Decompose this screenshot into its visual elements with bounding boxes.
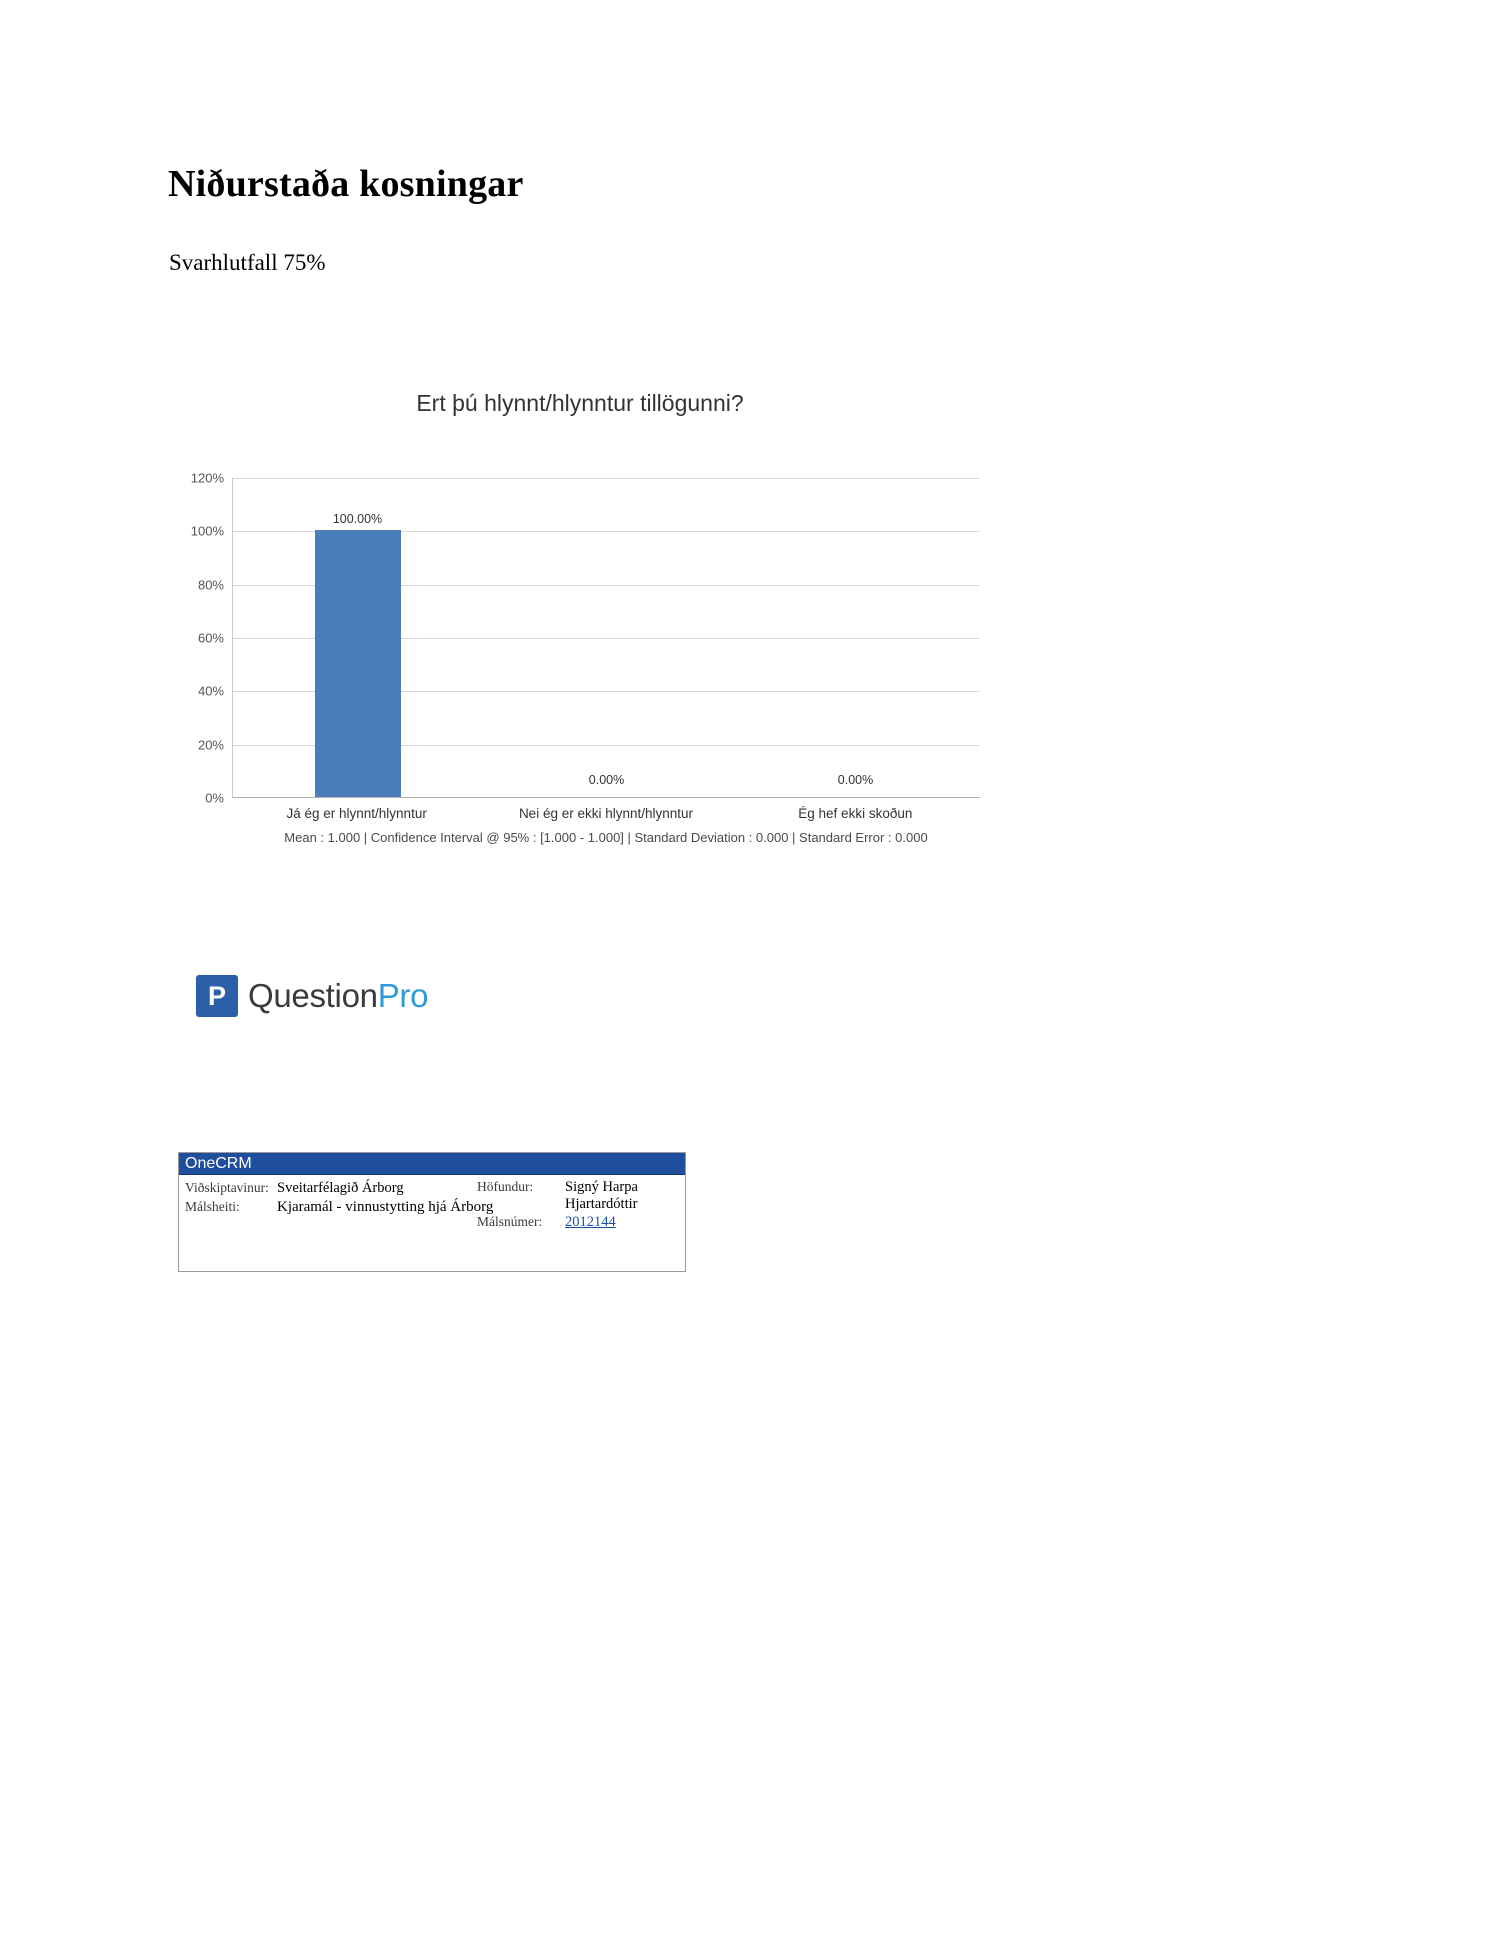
customer-value: Sveitarfélagið Árborg xyxy=(277,1180,404,1196)
onecrm-header xyxy=(179,1153,685,1175)
bar-series xyxy=(233,478,980,797)
y-axis-labels xyxy=(170,470,232,806)
y-tick-label: 100% xyxy=(190,523,224,539)
y-tick-label: 20% xyxy=(197,737,224,753)
questionpro-mark-letter: P xyxy=(207,980,226,1011)
questionpro-logo xyxy=(196,975,428,1017)
x-tick-label: Ég hef ekki skoðun xyxy=(798,806,913,821)
plot-area xyxy=(232,478,980,798)
questionpro-word-question: Question xyxy=(248,977,378,1014)
bar-value-label: 0.00% xyxy=(588,773,625,787)
bar xyxy=(315,530,401,797)
onecrm-title: OneCRM xyxy=(185,1154,252,1172)
x-tick-label: Nei ég er ekki hlynnt/hlynntur xyxy=(518,806,694,821)
bar-value-label: 100.00% xyxy=(332,512,383,526)
y-tick-label: 0% xyxy=(205,790,224,806)
x-tick-label: Já ég er hlynnt/hlynntur xyxy=(286,806,427,821)
bar-slot xyxy=(731,478,980,797)
y-tick-label: 40% xyxy=(197,683,224,699)
y-tick-label: 80% xyxy=(197,577,224,593)
bar-slot xyxy=(233,478,482,797)
onecrm-row-author xyxy=(477,1179,683,1212)
chart-statistics: Mean : 1.000 | Confidence Interval @ 95% : [1.000 - 1.000] | Standard Deviation : 0.000 | Standard Error : 0.000 xyxy=(284,830,928,845)
response-rate-text: Svarhlutfall 75% xyxy=(169,250,326,275)
onecrm-info-box xyxy=(178,1152,686,1272)
page-title: Niðurstaða kosningar xyxy=(168,163,524,205)
case-value: Kjaramál - vinnustytting hjá Árborg xyxy=(277,1199,494,1215)
y-tick-label: 120% xyxy=(190,470,224,486)
y-tick-label: 60% xyxy=(197,630,224,646)
questionpro-word-pro: Pro xyxy=(377,977,429,1014)
x-axis-labels xyxy=(232,806,980,821)
bar-value-label: 0.00% xyxy=(837,773,874,787)
chart-title: Ert þú hlynnt/hlynntur tillögunni? xyxy=(416,390,744,416)
case-label: Málsheiti: xyxy=(185,1199,240,1214)
survey-chart xyxy=(170,390,1180,950)
case-number-label: Málsnúmer: xyxy=(477,1214,543,1230)
questionpro-mark-icon xyxy=(196,975,238,1017)
author-label: Höfundur: xyxy=(477,1179,534,1194)
bar-slot xyxy=(482,478,731,797)
chart-plot xyxy=(170,470,980,821)
onecrm-body xyxy=(179,1175,685,1231)
customer-label: Viðskiptavinur: xyxy=(185,1180,269,1195)
onecrm-right-column xyxy=(477,1179,683,1233)
case-number-link[interactable]: 2012144 xyxy=(565,1214,616,1231)
onecrm-row-case-number xyxy=(477,1214,683,1231)
author-value: Signý Harpa Hjartardóttir xyxy=(565,1179,638,1212)
x-axis-line xyxy=(233,797,980,798)
